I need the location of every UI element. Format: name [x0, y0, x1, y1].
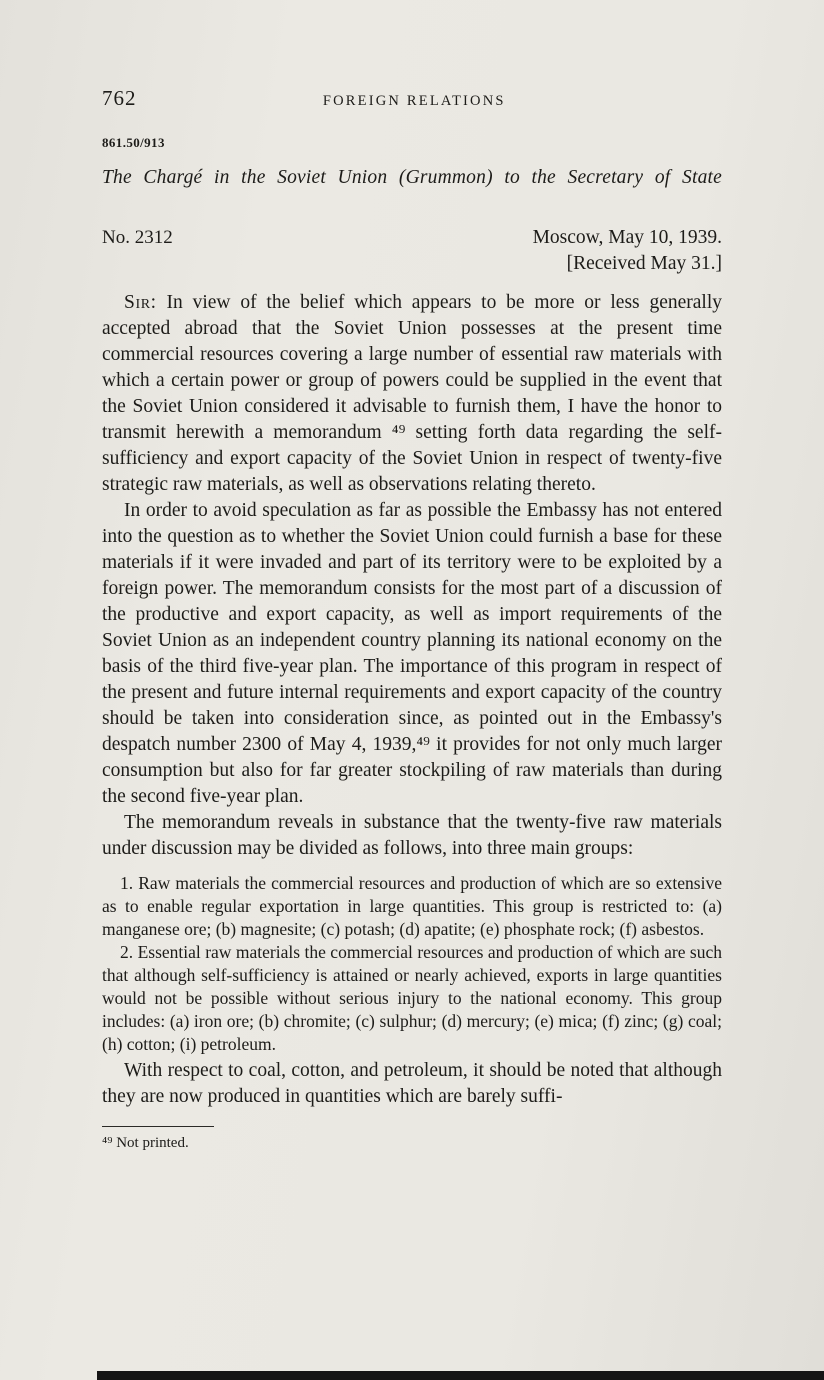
running-header — [102, 86, 722, 111]
paragraph-closing: With respect to coal, cotton, and petroleum, it should be noted that although they are now produced in quantities which are barely suffi- — [102, 1059, 722, 1107]
place-date: Moscow, May 10, 1939. — [532, 227, 722, 248]
list-item-2: 2. Essential raw materials the commercial resources and production of which are such that although self-sufficiency is attained or nearly achieved, exports in large quantities would not be possible without serious injury to the national economy. This group includes: (a) iron ore; (b) chromite; (c) sulphur; (d) mercury; (e) mica; (f) zinc; (g) coal; (h) cotton; (i) petroleum. — [102, 941, 722, 1054]
paragraph-3: The memorandum reveals in substance that the twenty-five raw materials under discussion may be divided as follows, into three main groups: — [102, 811, 722, 859]
page-number: 762 — [102, 86, 137, 110]
dateline-block — [533, 225, 722, 278]
received-note: [Received May 31.] — [566, 253, 722, 275]
document-title: The Chargé in the Soviet Union (Grummon) to the Secretary of State — [102, 167, 722, 188]
list-item-1: 1. Raw materials the commercial resources and production of which are so extensive as to enable regular exportation in large quantities. This group is restricted to: (a) manganese ore; (b) magnesite; (c) potash; (d) apatite; (e) phosphate rock; (f) asbestos. — [102, 872, 722, 939]
footnote-divider — [102, 1126, 214, 1127]
numbered-list — [102, 872, 722, 1056]
document-number: No. 2312 — [102, 227, 173, 248]
document-meta — [102, 225, 722, 278]
paragraph-salutation — [102, 290, 722, 498]
file-reference-number: 861.50/913 — [102, 135, 165, 150]
scan-edge-artifact — [97, 1371, 824, 1380]
paragraph-1-text: In view of the belief which appears to be more or less generally accepted abroad that the Soviet Union possesses at the present time commercial resources covering a large number of essential raw materials with which a certain power or group of powers could be supplied in the event that the Soviet Union considered it advisable to furnish them, I have the honor to transmit herewith a memorandum ⁴⁹ setting forth data regarding the self-sufficiency and export capacity of the Soviet Union in respect of twenty-five strategic raw materials, as well as observations relating thereto. — [102, 291, 723, 495]
paragraph-2: In order to avoid speculation as far as possible the Embassy has not entered into the question as to whether the Soviet Union could furnish a base for these materials if it were invaded and part of its territory were to be exploited by a foreign power. The memorandum consists for the most part of a discussion of the productive and export capacity, as well as import requirements of the Soviet Union as an independent country planning its national economy on the basis of the third five-year plan. The importance of this program in respect of the present and future internal requirements and export capacity of the country should be taken into consideration since, as pointed out in the Embassy's despatch number 2300 of May 4, 1939,⁴⁹ it provides for not only much larger consumption but also for far greater stockpiling of raw materials than during the second five-year plan. — [102, 499, 722, 807]
salutation: Sir: — [124, 291, 157, 313]
footnote-text: ⁴⁹ Not printed. — [102, 1134, 189, 1151]
running-head-title: FOREIGN RELATIONS — [322, 93, 506, 109]
